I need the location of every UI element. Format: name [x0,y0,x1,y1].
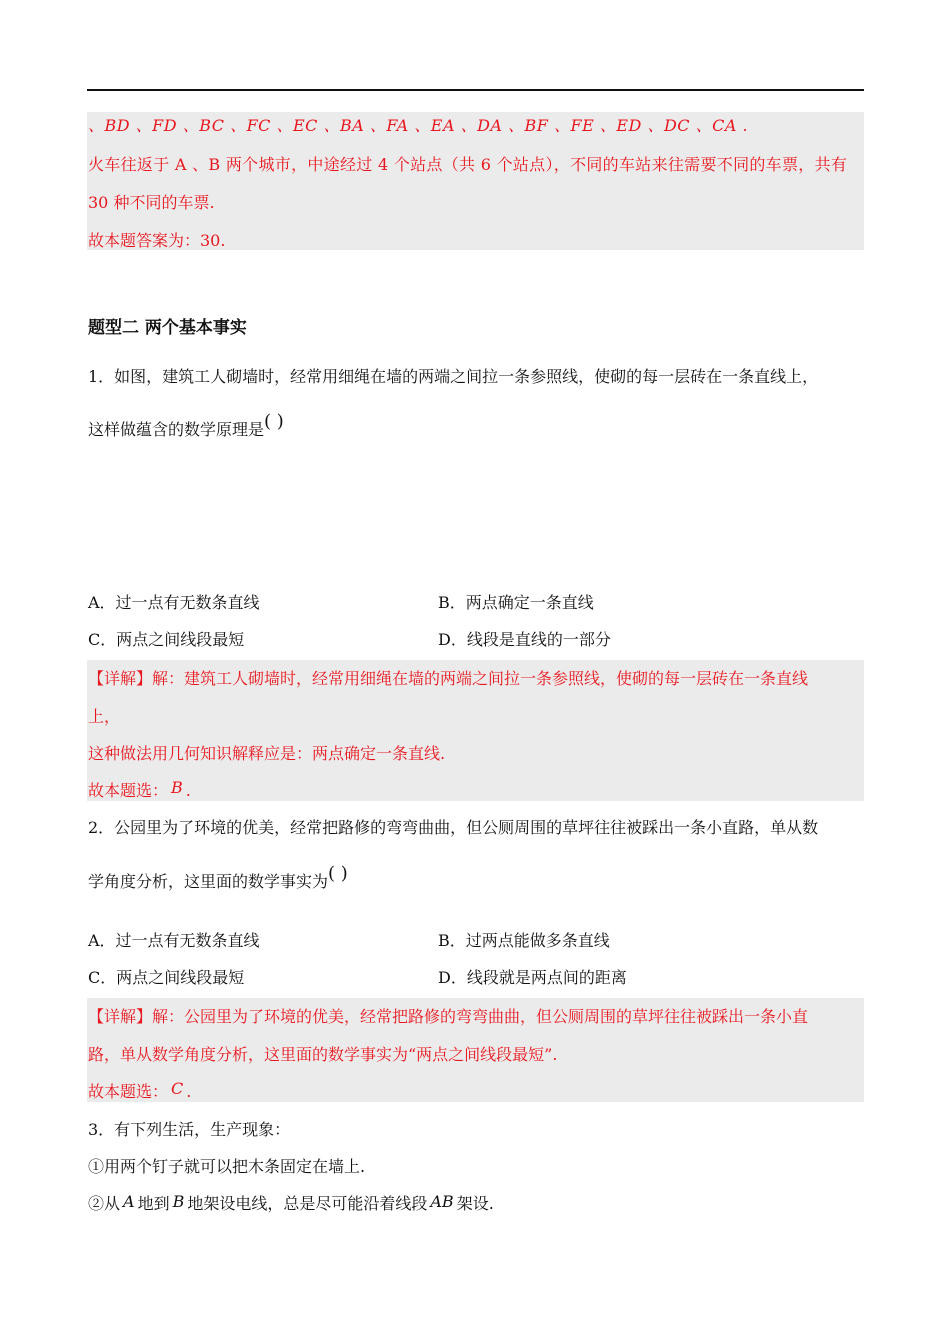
q1-stem-line-2 [88,411,284,440]
q2-option-c: C．两点之间线段最短 [88,968,245,987]
q3-segment-ab: AB [430,1192,454,1211]
q1-detail-tag: 【详解】 [88,669,153,688]
section-title: 题型二 两个基本事实 [88,318,247,338]
q1-option-d: D．线段是直线的一部分 [438,630,611,649]
q2-detail-text: 解：公园里为了环境的优美，经常把路修的弯弯曲曲，但公厕周围的草坪往往被踩出一条小直 [152,1007,809,1026]
q3-item-2-part-c: 地架设电线，总是尽可能沿着线段 [187,1194,428,1213]
q2-stem-line-1: 2．公园里为了环境的优美，经常把路修的弯弯曲曲，但公厕周围的草坪往往被踩出一条小直路，单从数 [88,818,819,837]
prev-solution-line-1: 火车往返于 A 、B 两个城市，中途经过 4 个站点（共 6 个站点），不同的车站来往需要不同的车票，共有 [88,155,848,174]
q3-stem: 3．有下列生活，生产现象： [88,1120,291,1139]
q1-choose-line [88,778,191,801]
q2-stem-line-2 [88,863,348,892]
q2-choose-value: C [171,1079,184,1098]
q1-option-b: B．两点确定一条直线 [438,593,594,612]
q2-option-d: D．线段就是两点间的距离 [438,968,627,987]
q2-detail-tag: 【详解】 [88,1007,153,1026]
q1-stem-line-1: 1．如图，建筑工人砌墙时，经常用细绳在墙的两端之间拉一条参照线，使砌的每一层砖在一条直线上， [88,367,819,386]
q2-choose-prefix: 故本题选： [88,1082,169,1101]
q3-item-1: ①用两个钉子就可以把木条固定在墙上. [88,1157,366,1176]
q2-choose-suffix: . [186,1082,192,1101]
q2-detail-line-1 [88,1007,808,1027]
q1-choose-prefix: 故本题选： [88,781,169,800]
q1-detail-line-3: 这种做法用几何知识解释应是：两点确定一条直线. [88,744,446,763]
q1-detail-line-1 [88,669,808,689]
q2-option-a: A．过一点有无数条直线 [88,931,260,950]
q1-choose-value: B [171,778,183,797]
q2-choose-line [88,1079,192,1102]
q1-option-c: C．两点之间线段最短 [88,630,245,649]
q3-item-2-part-a: ②从 [88,1194,121,1213]
prev-solution-answer: 故本题答案为：30. [88,231,226,250]
q3-item-2-part-d: 架设. [456,1194,494,1213]
q1-option-a: A．过一点有无数条直线 [88,593,260,612]
station-pairs-line: 、BD 、FD 、BC 、FC 、EC 、BA 、FA 、EA 、DA 、BF 、FE 、ED 、DC 、CA . [88,116,749,135]
q1-choose-suffix: . [185,781,191,800]
prev-solution-line-2: 30 种不同的车票. [88,193,215,212]
q1-detail-line-2: 上， [88,707,121,726]
q3-item-2 [88,1194,494,1214]
q2-stem-text: 学角度分析，这里面的数学事实为 [88,872,329,891]
q2-answer-blank: ( ) [328,863,348,884]
q1-detail-text: 解：建筑工人砌墙时，经常用细绳在墙的两端之间拉一条参照线，使砌的每一层砖在一条直线 [152,669,809,688]
q1-answer-blank: ( ) [264,411,284,432]
header-rule [87,89,864,91]
q3-point-a: A [123,1192,135,1211]
q3-item-2-part-b: 地到 [137,1194,170,1213]
q1-stem-text: 这样做蕴含的数学原理是 [88,420,265,439]
q2-detail-line-2: 路，单从数学角度分析，这里面的数学事实为“两点之间线段最短”. [88,1045,558,1064]
q2-option-b: B．过两点能做多条直线 [438,931,610,950]
q3-point-b: B [172,1192,185,1211]
